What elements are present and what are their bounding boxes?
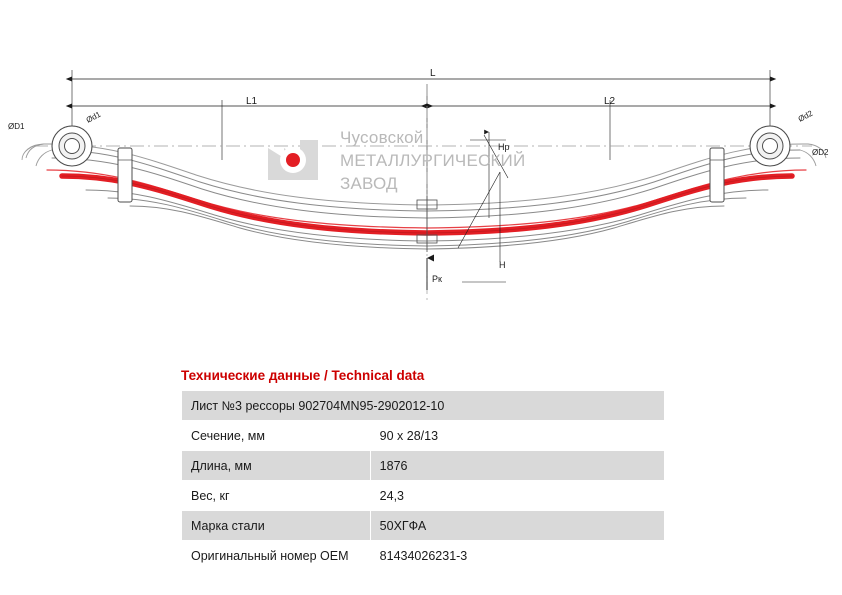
dim-Hp: Hp bbox=[498, 142, 510, 152]
table-row bbox=[182, 451, 665, 481]
watermark-line-3: ЗАВОД bbox=[340, 174, 398, 193]
table-title: Технические данные / Technical data bbox=[181, 368, 425, 383]
watermark-line-2: МЕТАЛЛУРГИЧЕСКИЙ bbox=[340, 151, 526, 170]
row-value: 50ХГФА bbox=[370, 511, 664, 541]
dim-H: H bbox=[499, 260, 506, 270]
table-row bbox=[182, 391, 665, 421]
table-header-cell: Лист №3 рессоры 902704MN95-2902012-10 bbox=[182, 391, 665, 421]
technical-data-block bbox=[181, 368, 665, 571]
dim-d2-right: Ød2 bbox=[796, 108, 815, 124]
table-row bbox=[182, 541, 665, 571]
dim-L: L bbox=[430, 68, 436, 79]
table-row bbox=[182, 511, 665, 541]
row-label: Длина, мм bbox=[182, 451, 371, 481]
row-label: Вес, кг bbox=[182, 481, 371, 511]
row-label: Марка стали bbox=[182, 511, 371, 541]
watermark-line-1: Чусовской bbox=[340, 128, 424, 147]
dim-L2: L2 bbox=[604, 96, 616, 107]
table-row bbox=[182, 481, 665, 511]
row-label: Сечение, мм bbox=[182, 421, 371, 451]
row-value: 90 x 28/13 bbox=[370, 421, 664, 451]
row-label: Оригинальный номер OEM bbox=[182, 541, 371, 571]
row-value: 1876 bbox=[370, 451, 664, 481]
technical-data-table bbox=[181, 390, 665, 571]
dim-D2-right: ØD2 bbox=[812, 148, 829, 157]
dim-L1: L1 bbox=[246, 96, 258, 107]
row-value: 24,3 bbox=[370, 481, 664, 511]
dim-Pk: Pк bbox=[432, 274, 442, 284]
dim-d1-left: Ød1 bbox=[84, 109, 103, 125]
row-value: 81434026231-3 bbox=[370, 541, 664, 571]
dim-D1-left: ØD1 bbox=[8, 122, 25, 131]
table-row bbox=[182, 421, 665, 451]
